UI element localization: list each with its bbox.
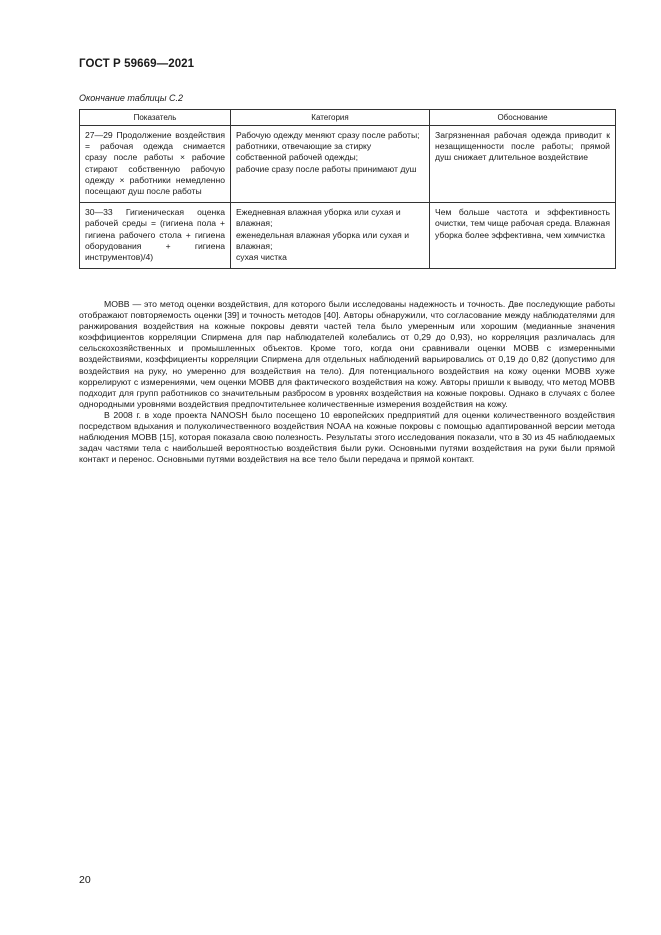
standard-header: ГОСТ Р 59669—2021 [79,58,195,70]
indicator-cell: 27—29 Продолжение воздействия = рабочая одежда снимается сразу после работы × рабочие стирают собственную рабочую одежду × работники немедленно посещают душ после работы [80,126,231,203]
table-caption: Окончание таблицы С.2 [79,93,183,103]
rationale-cell: Чем больше частота и эффективность очистки, тем чище рабочая среда. Влажная уборка более эффективна, чем химчистка [430,203,616,269]
table-row [80,203,616,269]
table-row [80,126,616,203]
page-number: 20 [79,874,91,886]
column-header-indicator: Показатель [80,110,231,126]
rationale-cell: Загрязненная рабочая одежда приводит к незащищенности после работы; прямой душ снижает длительное воздействие [430,126,616,203]
column-header-category: Категория [231,110,430,126]
body-text [79,299,615,465]
category-cell: Ежедневная влажная уборка или сухая и влажная; еженедельная влажная уборка или сухая и влажная; сухая чистка [231,203,430,269]
category-cell: Рабочую одежду меняют сразу после работы; работники, отвечающие за стирку собственной рабочей одежды; рабочие сразу после работы принимают душ [231,126,430,203]
column-header-rationale: Обоснование [430,110,616,126]
paragraph: В 2008 г. в ходе проекта NANOSH было посещено 10 европейских предприятий для оценки количественного воздействия посредством вдыхания и полуколичественного воздействия NOAA на кожные покровы с помощью адаптированной версии метода наблюдения МОВВ [15], которая показала свою полезность. Результаты этого исследования показали, что в 30 из 45 наблюдаемых задач частями тела с наибольшей вероятностью воздействия были руки. Основными путями воздействия на руки были прямой контакт и перенос. Основными путями воздействия на все тело были передача и прямой контакт. [79,409,615,465]
paragraph: МОВВ — это метод оценки воздействия, для которого были исследованы надежность и точность. Две последующие работы отображают повторяемость оценки [39] и точность методов [40]. Авторы обнаружили, что согласование между наблюдателями для ранжирования воздействия на кожные покровы девяти частей тела было умеренным или хорошим (медианные значения коэффициентов корреляции Спирмена для пар наблюдателей колебались от 0,29 до 0,93), но корреляция различалась для сельскохозяйственных и промышленных объектов. Кроме того, когда они сравнивали оценки МОВВ с измеренными воздействиями, коэффициенты корреляции Спирмена для отдельных наблюдений варьировались от 0,19 до 0,82 (допустимо для воздействия на руку, но умеренно для воздействия на тело). Для потенциального воздействия на кожу оценки МОВВ хуже коррелируют с измерениями, чем оценки МОВВ для фактического воздействия на кожу. Авторы пришли к выводу, что метод МОВВ подходит для групп работников со значительным разбросом в уровнях воздействия на кожные покровы. Однако в случаях с более однородными уровнями воздействия предпочтительнее количественные измерения воздействия на кожу. [79,299,615,409]
indicator-cell: 30—33 Гигиеническая оценка рабочей среды = (гигиена пола + гигиена рабочего стола + гигиена оборудования + гигиена инструментов)/4) [80,203,231,269]
criteria-table [79,109,616,269]
table-header-row [80,110,616,126]
